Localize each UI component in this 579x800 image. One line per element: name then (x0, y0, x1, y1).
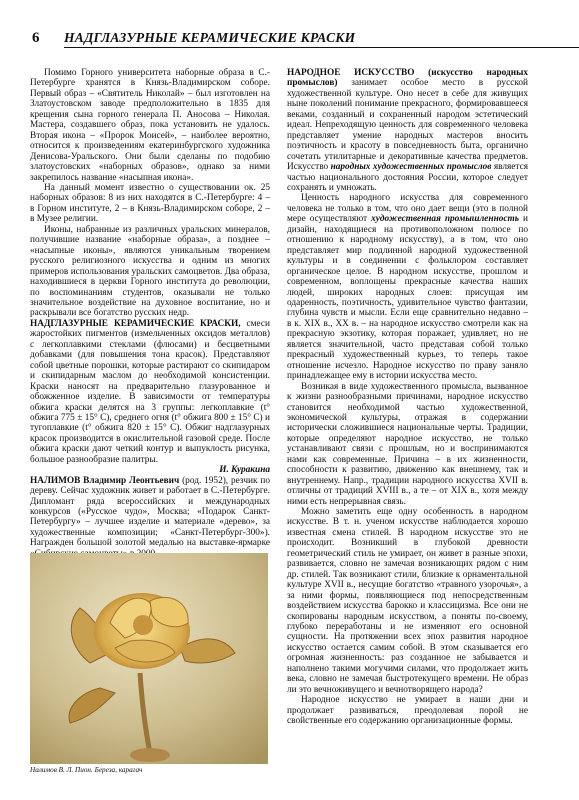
paragraph: Возникая в виде художественного промысла, вызванное к жизни разнообразными причинами, народное искусство становится необходимой частью художественной, экономической культуры, отражая в содержании исторически сложившиеся национальные черты. Традиции, которые определяют народное искусство, не только устанавливают связи с прошлым, но и воспринимаются нами как современные. Причина – в их жизненности, способности к развитию, движению как внешнему, так и внутреннему. Напр., традиции народного искусства XVII в. отличны от традиций XVIII в., а те – от XIX в., хотя между ними есть непрерывная связь. (287, 381, 528, 507)
entry-text: занимает особое место в русской художественной культуре. Оно несет в себе для живущих ныне поколений понимание прекрасного, формировавшееся веками, созданный и сохраненный народом эстетический идеал. Непреходящую ценность для современного человека представляет умение народных мастеров вносить поэтичность и красоту в повседневность быта, органично сочетать утилитарные и декоративные качества предметов. Искусство (287, 78, 528, 173)
emphasis-text: народных художественных промыслов (330, 162, 492, 173)
author-signature: И. Куракина (219, 465, 270, 476)
entry-text: смеси жаростойких пигментов (измельченных оксидов металлов) с легкоплавкими стеклами (флюсами) и бесцветными добавками (для повышения тона красок). Представляют собой цветные порошки, которые растирают со скипидаром и скипидарным маслом до необходимой консистенции. Краски наносят на предварительно глазурованное и обожженное изделие. В зависимости от температуры обжига краски делятся на 3 группы: легкоплавкие (t° обжига 775 ± 15° C), среднего огня (t° обжига 800 ± 15° C) и тугоплавкие (t° обжига 820 ± 15° C). Обжиг надглазурных красок производится в окислительной газовой среде. После обжига краски дают четкий контур и выпуклость рисунка, большое разнообразие палитры. (30, 318, 270, 465)
entry-heading: НАДГЛАЗУРНЫЕ КЕРАМИЧЕСКИЕ КРАСКИ, (30, 318, 241, 329)
left-column (30, 68, 270, 559)
right-column (287, 68, 528, 727)
encyclopedia-entry (287, 68, 528, 193)
biography-entry (30, 476, 270, 560)
emphasis-text: художественная промышленность (371, 214, 520, 225)
paragraph-text: и дизайн, находящиеся на противоположном полюсе по отношению к народному искусству), а в том, что оно представляет мир подлинной народной художественной культуры и в соединении с фольклором составляет органическое целое. В народном искусстве, прошлом и современном, воплощены прекрасные качества наших людей, широких народных слоев: присущая им одаренность, поэтичность, удивительное чувство фантазии, глубина чувств и мысли. Если еще сравнительно недавно – в к. XIX в., XX в. – на народное искусство смотрели как на прекрасную экзотику, которая поражает, удивляет, но не является значительной, часто представая собой только прекрасный художественный курьез, то теперь такое отношение исчезло. Народное искусство по праву заняло принадлежащее ему в истории искусства место. (287, 214, 528, 382)
paragraph: Можно заметить еще одну особенность в народном искусстве. В т. н. ученом искусстве наблюдается хорошо известная смена стилей. В народном искусстве это не происходит. Возникший в глубокой древности геометрический стиль не умирает, он живет в разные эпохи, развивается, словно не замечая возникающих рядом с ним др. стилей. Так возникают стили, близкие к орнаментальной культуре XVII в., несущие богатство «травного узорочья», а за ними формы, появляющиеся под непосредственным воздействием искусства барокко и классицизма. Все они не скопированы народным искусством, а поняты по-своему, глубоко переработаны и не изменяют его основной сущности. На протяжении всех эпох развития народное искусство остается самим собой. В этом сказывается его огромная жизненность: раз созданное не забывается и наполнено такими могучими силами, что продолжает жить века, словно не замечая быстротекущего времени. Не образ ли это вечноживущего и вечнотворящего народа? (287, 507, 528, 695)
paragraph (287, 193, 528, 381)
entry-heading: НАЛИМОВ Владимир Леонтьевич (30, 475, 180, 486)
paragraph: На данный момент известно о существовании ок. 25 наборных образов: 8 из них находятся в С.-Петербурге: 4 – в Горном институте, 2 – в Князь-Владимирском соборе, 2 – в Музее религии. (30, 182, 270, 225)
page-number: 6 (32, 30, 40, 46)
photo-caption: Налимов В. Л. Пион. Береза, карагач (30, 766, 143, 774)
paragraph: Народное искусство не умирает в наши дни и продолжает развиваться, преодолевая порой не свойственные его содержанию организационные формы. (287, 695, 528, 727)
running-title: НАДГЛАЗУРНЫЕ КЕРАМИЧЕСКИЕ КРАСКИ (64, 30, 356, 45)
entry-heading: НАРОДНОЕ ИСКУССТВО (искусство народных промыслов) (287, 68, 528, 89)
paragraph-text: Ценность народного искусства для современного человека не только в том, что оно дает вещи (это в полной мере осуществляют (287, 193, 528, 225)
paragraph: Иконы, набранные из различных уральских минералов, получившие название «наборные образа», а позднее – «насыпные иконы», являются уникальным творением русского религиозного искусства и одним из многих примеров использования уральских самоцветов. Два образа, находившиеся в церкви Горного института до революции, по воспоминаниям студентов, оказывали не только значительное воздействие на духовное воспитание, но и раскрывали все богатство русских недр. (30, 224, 270, 319)
entry-text: является частью национального достояния России, которое следует сохранять и умножать. (287, 162, 528, 193)
entry-text: (род. 1952), резчик по дереву. Сейчас художник живет и работает в С.-Петербурге. Дипломант ряда всероссийских и международных конкурсов («Русское чудо», Москва; «Подарок Санкт-Петербургу» – лучшее изделие и материале «дерево», за художественные композиции; «Санкт-Петербург-300»). Награжден большой золотой медалью на выставке-ярмарке (30, 475, 271, 549)
header-rule (64, 47, 579, 48)
carved-peony-photo (30, 553, 268, 764)
encyclopedia-entry (30, 319, 270, 465)
peony-carving-image (30, 553, 268, 764)
page-header (32, 30, 552, 50)
paragraph: Помимо Горного университета наборные образа в С.-Петербурге хранятся в Князь-Владимирском соборе. Первый образ – «Святитель Николай» – был изготовлен на Златоустовском заводе предположительно в 1835 для крещения сына горного генерала П. Аносова – Николая. Мастера, создавшего образ, пока установить не удалось. Вторая икона – «Пророк Моисей», – наиболее вероятно, относится к произведениям екатеринбургского художника Денисова-Уральского. Они были сделаны по подобию златоустовских «наборных образов», однако за ними закрепилось название «насыпная икона». (30, 68, 270, 183)
